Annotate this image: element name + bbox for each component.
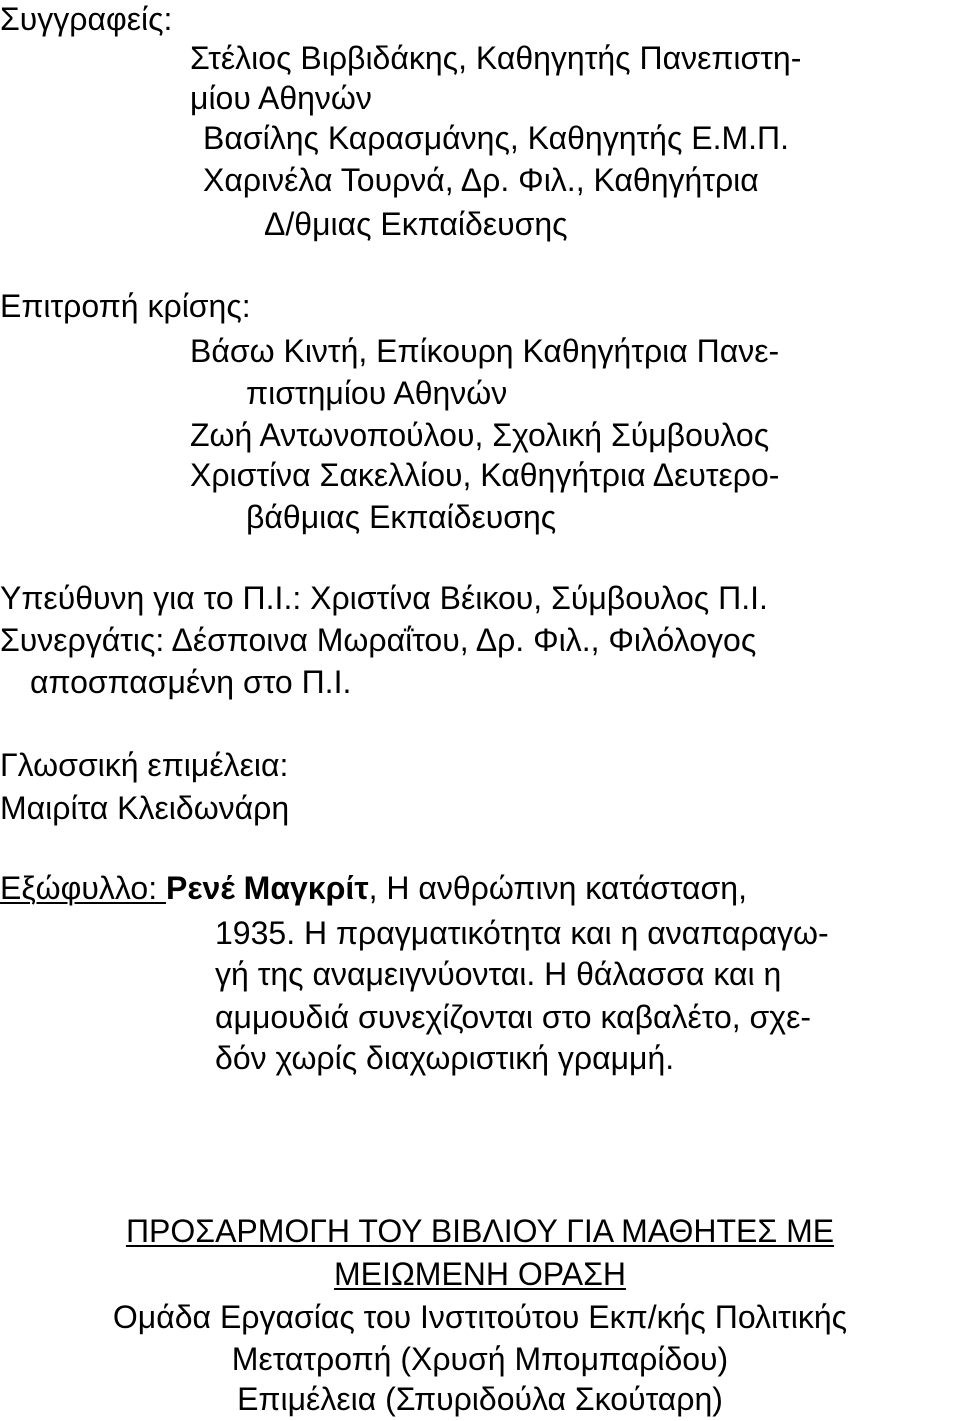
- author-line: Βασίλης Καρασμάνης, Καθηγητής Ε.Μ.Π.: [203, 120, 790, 156]
- collaborator-line: αποσπασμένη στο Π.Ι.: [30, 664, 352, 700]
- committee-line: Χριστίνα Σακελλίου, Καθηγήτρια Δευτερο-: [190, 457, 780, 493]
- adaptation-title-line1: ΠΡΟΣΑΡΜΟΓΗ ΤΟΥ ΒΙΒΛΙΟΥ ΓΙΑ ΜΑΘΗΤΕΣ ΜΕ: [125, 1213, 835, 1249]
- cover-line: [0, 868, 747, 908]
- adaptation-title-line2: ΜΕΙΩΜΕΝΗ ΟΡΑΣΗ: [333, 1256, 626, 1292]
- committee-line: Βάσω Κιντή, Επίκουρη Καθηγήτρια Πανε-: [190, 333, 780, 369]
- adaptation-line: Μετατροπή (Χρυσή Μπομπαρίδου): [231, 1341, 729, 1377]
- author-line: Δ/θμιας Εκπαίδευσης: [264, 206, 568, 242]
- committee-heading: Επιτροπή κρίσης:: [0, 288, 251, 324]
- author-line: Χαρινέλα Τουρνά, Δρ. Φιλ., Καθηγήτρια: [203, 162, 759, 198]
- author-line: Στέλιος Βιρβιδάκης, Καθηγητής Πανεπιστη-: [190, 40, 802, 76]
- adaptation-line: Ομάδα Εργασίας του Ινστιτούτου Εκπ/κής Πολιτικής: [112, 1299, 848, 1335]
- cover-label: Εξώφυλλο:: [0, 870, 166, 906]
- committee-line: πιστημίου Αθηνών: [246, 375, 508, 411]
- responsible-line: Υπεύθυνη για το Π.Ι.: Χριστίνα Βέικου, Σύμβουλος Π.Ι.: [0, 580, 768, 616]
- author-line: μίου Αθηνών: [190, 80, 372, 116]
- adaptation-title: [0, 1211, 960, 1251]
- cover-description-line: αμμουδιά συνεχίζονται στο καβαλέτο, σχε-: [215, 999, 811, 1035]
- cover-title: , Η ανθρώπινη κατάσταση,: [368, 870, 747, 906]
- editing-name: Μαιρίτα Κλειδωνάρη: [0, 790, 290, 826]
- authors-heading: Συγγραφείς:: [0, 1, 173, 37]
- adaptation-line: Επιμέλεια (Σπυριδούλα Σκούταρη): [237, 1381, 723, 1417]
- cover-artist: Ρενέ Μαγκρίτ: [166, 870, 369, 906]
- cover-description-line: δόν χωρίς διαχωριστική γραμμή.: [215, 1040, 675, 1076]
- adaptation-title: [0, 1254, 960, 1294]
- cover-description-line: 1935. Η πραγματικότητα και η αναπαραγω-: [215, 915, 829, 951]
- editing-heading: Γλωσσική επιμέλεια:: [0, 747, 289, 783]
- collaborator-line: Συνεργάτις: Δέσποινα Μωραΐτου, Δρ. Φιλ., Φιλόλογος: [0, 622, 757, 658]
- cover-description-line: γή της αναμειγνύονται. Η θάλασσα και η: [215, 956, 782, 992]
- committee-line: βάθμιας Εκπαίδευσης: [246, 499, 557, 535]
- committee-line: Ζωή Αντωνοπούλου, Σχολική Σύμβουλος: [190, 417, 770, 453]
